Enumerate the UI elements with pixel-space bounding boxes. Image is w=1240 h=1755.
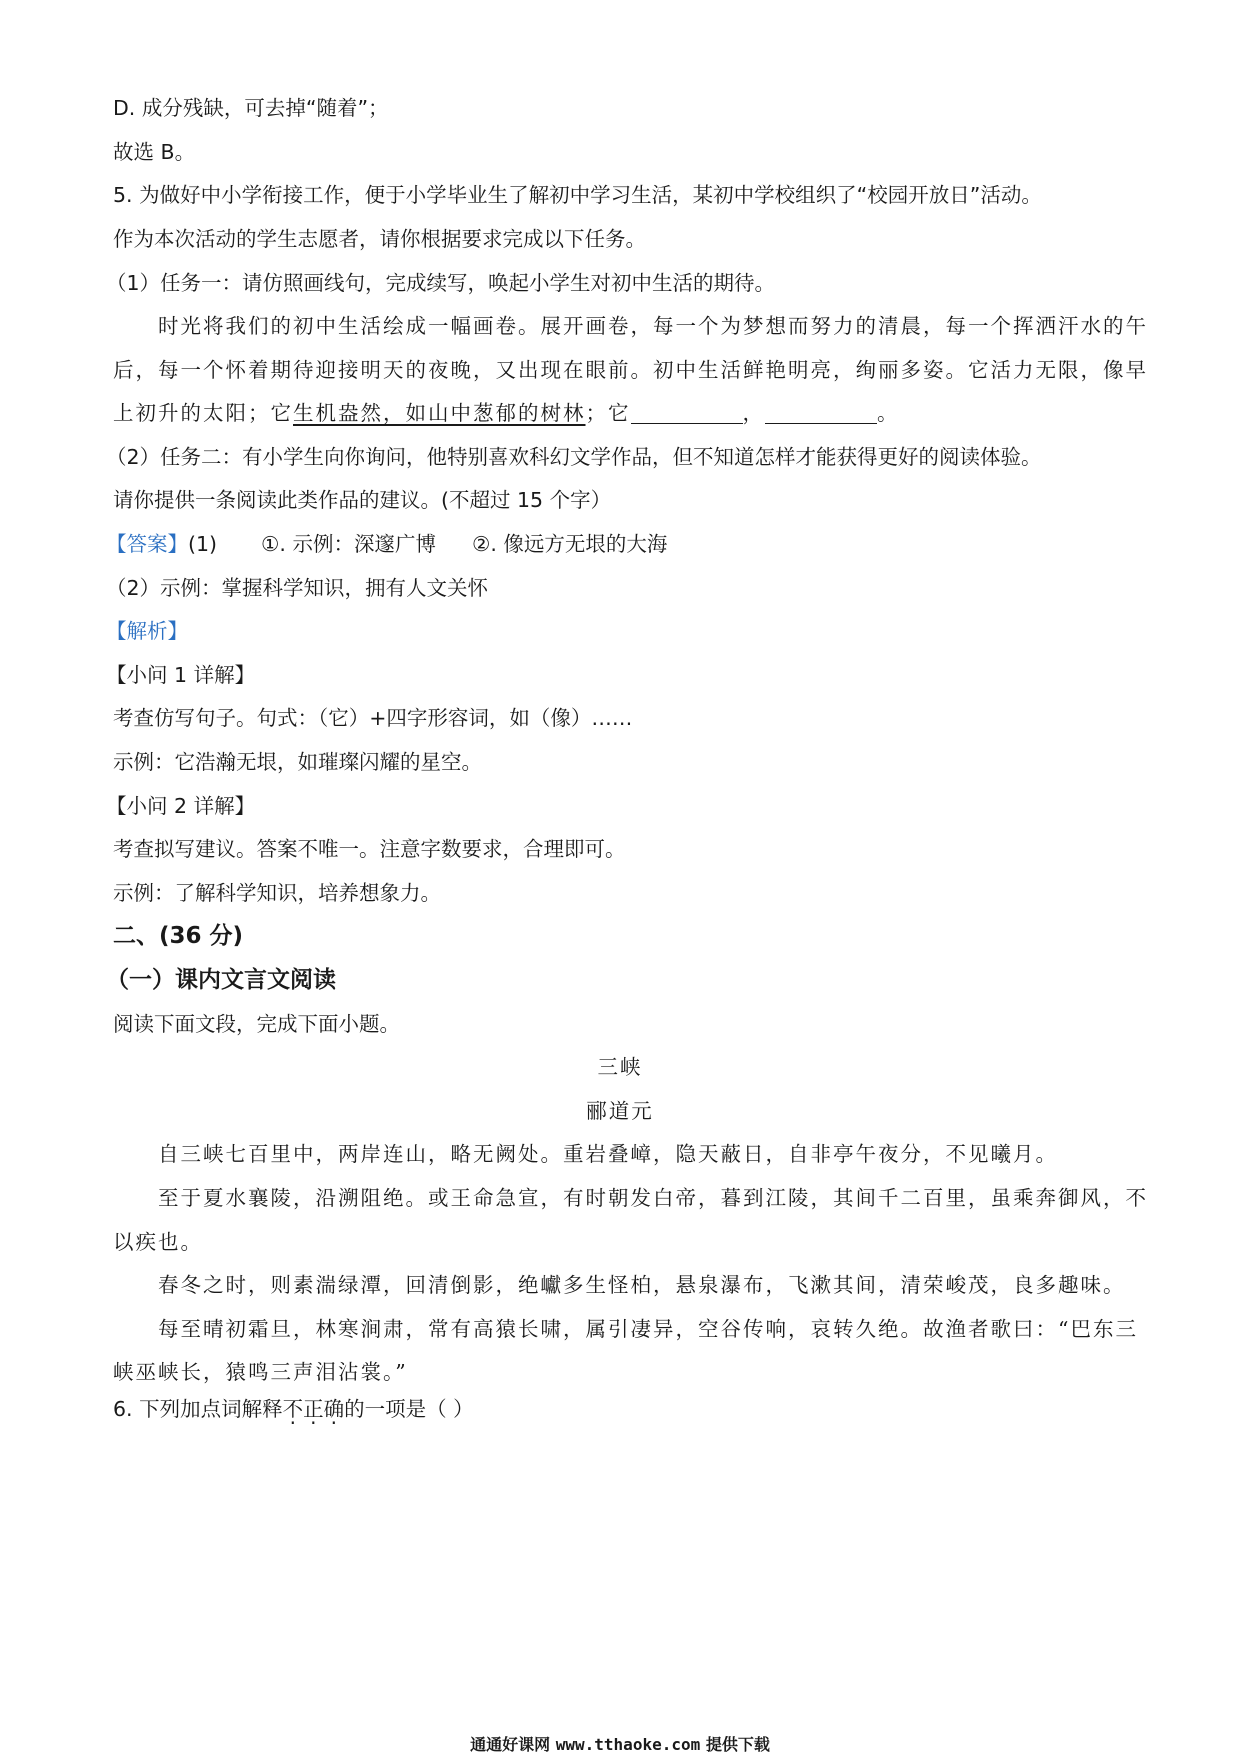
answer1-number: (1) [188,532,218,556]
sub2-line2: 示例：了解科学知识，培养想象力。 [113,881,441,905]
footer-url[interactable]: www.tthaoke.com [555,1735,701,1754]
q6-stem [113,1394,474,1424]
section2-title: 二、(36 分) [113,923,244,949]
classical-para1: 自三峡七百里中，两岸连山，略无阙处。重岩叠嶂，隐天蔽日，自非亭午夜分，不见曦月。 [158,1142,1058,1166]
poem-title: 三峡 [597,1055,643,1079]
classical-para2-line2: 以疾也。 [113,1230,203,1254]
footer-suffix: 提供下载 [705,1735,770,1754]
answer1-part-a: ①. 示例：深邃广博 [261,532,436,556]
classical-para3: 春冬之时，则素湍绿潭，回清倒影，绝巘多生怪柏，悬泉瀑布，飞漱其间，清荣峻茂，良多趣味。 [158,1273,1126,1297]
fill-blank-1[interactable] [631,401,743,424]
q5-task2-line1: （2）任务二：有小学生向你询问，他特别喜欢科幻文学作品，但不知道怎样才能获得更好的阅读体验。 [106,445,1042,469]
sub1-line1: 考查仿写句子。句式：（它）+四字形容词，如（像）…… [113,706,633,730]
emphasis-char-1: 不 [282,1397,304,1421]
poem-author: 郦道元 [586,1099,654,1123]
fill-blank-2[interactable] [765,401,877,424]
footer-site: 通通好课网 [470,1735,551,1754]
emphasis-char-3: 确 [323,1397,345,1421]
sub1-title: 【小问 1 详解】 [106,663,256,687]
passage-line3-mid: ；它 [585,401,631,425]
q6-stem-post: 的一项是（ ） [344,1397,474,1421]
section2-instruction: 阅读下面文段，完成下面小题。 [113,1012,400,1036]
option-d: D. 成分残缺，可去掉“随着”； [113,96,389,120]
passage-line3-start: 上初升的太阳；它 [113,401,293,425]
passage-line3-end: 。 [877,401,900,425]
passage-line2: 后，每一个怀着期待迎接明天的夜晚，又出现在眼前。初中生活鲜艳明亮，绚丽多姿。它活力无限，像早 [113,358,1148,382]
section2-subtitle: （一）课内文言文阅读 [106,967,336,993]
emphasis-char-2: 正 [303,1397,324,1421]
passage-line1: 时光将我们的初中生活绘成一幅画卷。展开画卷，每一个为梦想而努力的清晨，每一个挥洒汗水的午 [158,314,1148,338]
q5-stem-line2: 作为本次活动的学生志愿者，请你根据要求完成以下任务。 [113,227,646,251]
passage-line3-comma: ， [742,401,765,425]
classical-para4-line2: 峡巫峡长，猿鸣三声泪沾裳。” [113,1360,408,1384]
answer-line1 [106,529,667,559]
sub1-line2: 示例：它浩瀚无垠，如璀璨闪耀的星空。 [113,750,482,774]
analysis-tag: 【解析】 [106,619,188,643]
sub2-title: 【小问 2 详解】 [106,794,256,818]
underlined-model-sentence: 生机盎然，如山中葱郁的树林 [293,401,586,425]
classical-para4-line1: 每至晴初霜旦，林寒涧肃，常有高猿长啸，属引凄异，空谷传响，哀转久绝。故渔者歌曰：“巴东三 [158,1317,1138,1341]
q5-task1: （1）任务一：请仿照画线句，完成续写，唤起小学生对初中生活的期待。 [106,271,776,295]
answer-line2: （2）示例：掌握科学知识，拥有人文关怀 [106,576,489,600]
q5-stem-line1: 5. 为做好中小学衔接工作，便于小学毕业生了解初中学习生活，某初中学校组织了“校园开放日”活动。 [113,183,1042,207]
q5-task2-line2: 请你提供一条阅读此类作品的建议。(不超过 15 个字） [113,488,612,512]
classical-para2-line1: 至于夏水襄陵，沿溯阻绝。或王命急宣，有时朝发白帝，暮到江陵，其间千二百里，虽乘奔御风，不 [158,1186,1148,1210]
conclusion: 故选 B。 [113,140,196,164]
answer1-part-b: ②. 像远方无垠的大海 [471,532,668,556]
q6-stem-pre: 6. 下列加点词解释 [113,1397,283,1421]
sub2-line1: 考查拟写建议。答案不唯一。注意字数要求，合理即可。 [113,837,626,861]
answer-tag: 【答案】 [106,532,188,556]
page-footer [0,1732,1240,1755]
passage-line3 [113,398,900,428]
